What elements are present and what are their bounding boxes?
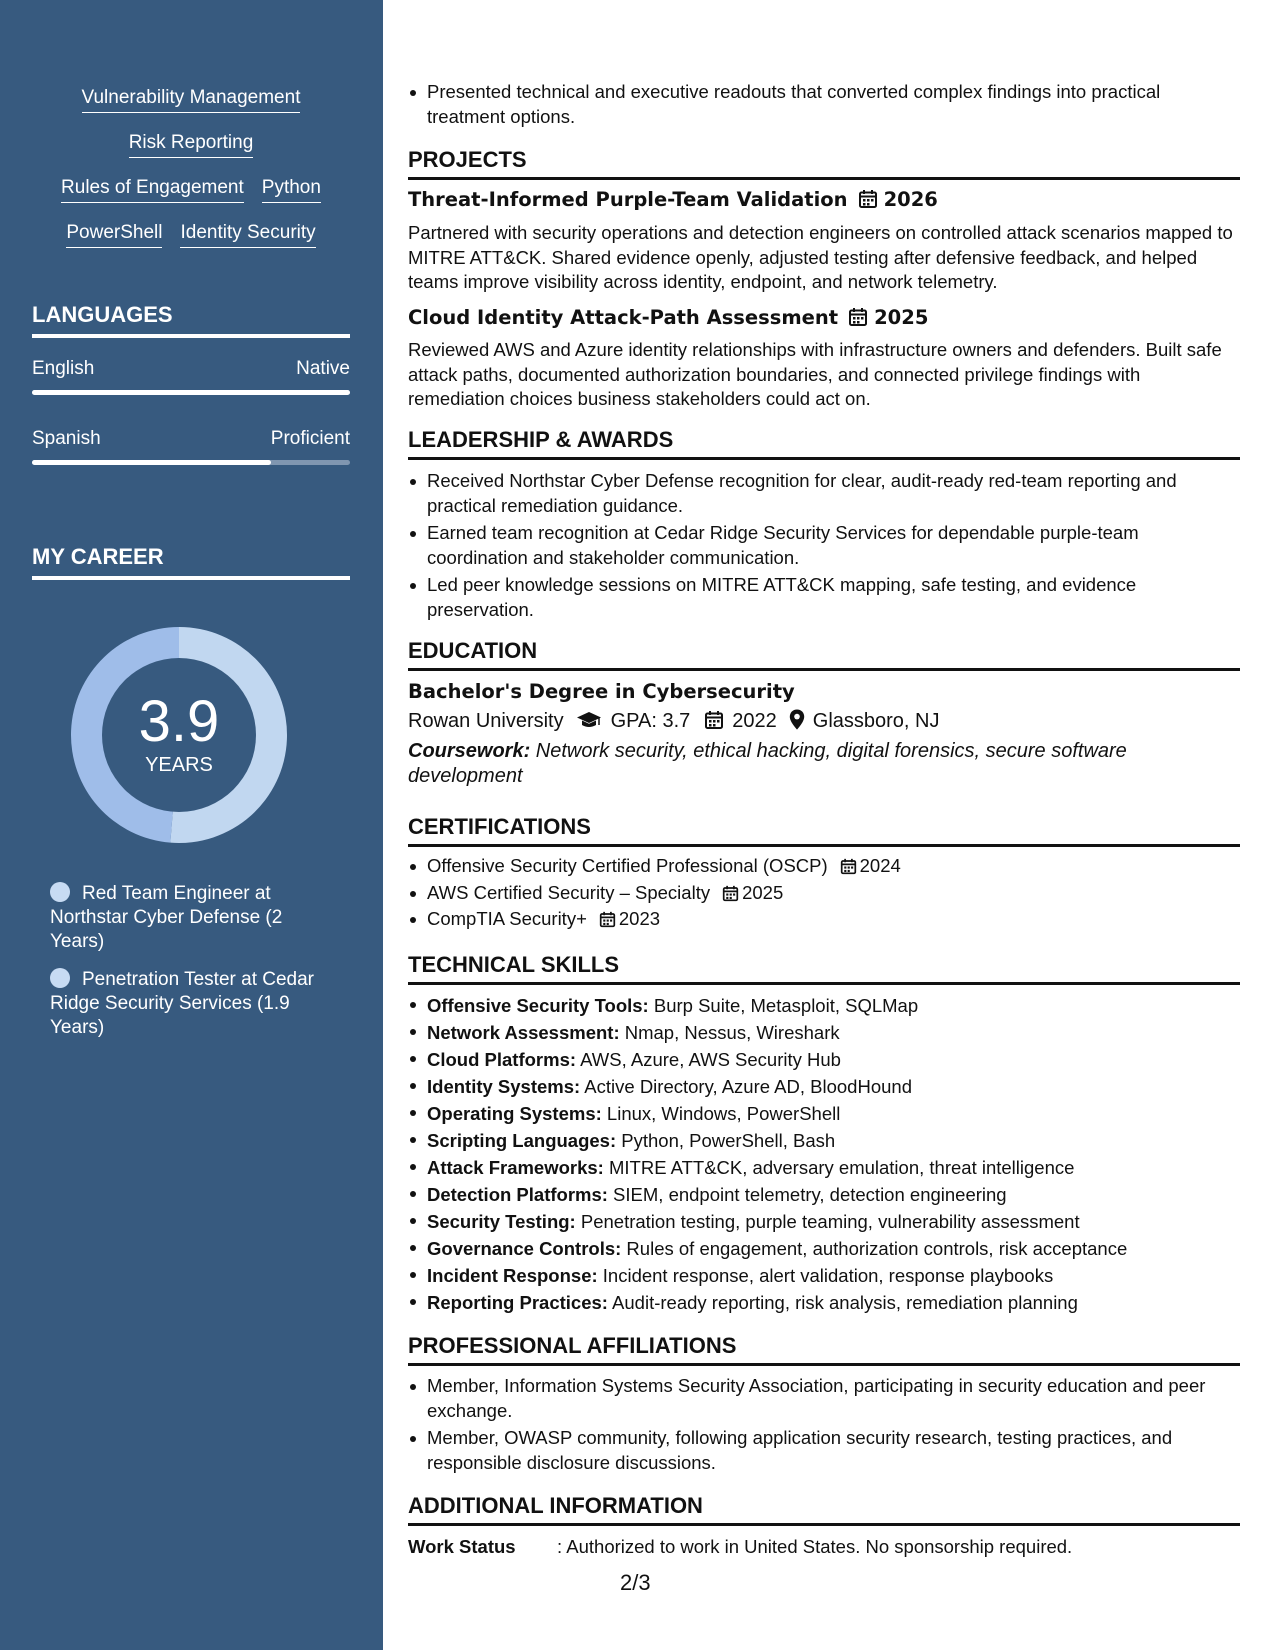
work-status — [408, 1536, 1072, 1558]
school-location: Glassboro, NJ — [812, 710, 940, 732]
project-name: Threat-Informed Purple-Team Validation — [408, 188, 848, 211]
coursework-label: Coursework: — [408, 740, 531, 762]
certification-year: 2025 — [742, 881, 784, 903]
list-item — [408, 907, 1240, 932]
tag-row — [32, 131, 350, 176]
skill-item — [408, 1127, 1240, 1154]
list-item: Member, OWASP community, following application security research, testing practices, and responsible disclosure discussions. — [408, 1426, 1240, 1475]
project-year: 2025 — [874, 306, 929, 329]
skill-values: Burp Suite, Metasploit, SQLMap — [648, 995, 919, 1016]
affiliations-list — [408, 1374, 1240, 1475]
certification-year: 2024 — [859, 855, 901, 876]
skill-values: Rules of engagement, authorization controls, risk acceptance — [621, 1238, 1128, 1259]
language-bar — [32, 460, 350, 465]
list-item — [408, 854, 1240, 879]
additional-info-heading: ADDITIONAL INFORMATION — [408, 1493, 1240, 1526]
certifications-heading: CERTIFICATIONS — [408, 814, 1240, 847]
skill-category: Offensive Security Tools: — [427, 995, 649, 1016]
career-item-text: Red Team Engineer at Northstar Cyber Defense (2 Years) — [50, 883, 283, 952]
certification-name: CompTIA Security+ — [427, 908, 587, 929]
skill-item — [408, 1262, 1240, 1289]
calendar-icon — [848, 307, 868, 327]
page-number: 2/3 — [620, 1570, 651, 1595]
bullet-dot-icon — [50, 882, 70, 902]
project-title — [408, 306, 1240, 329]
experience-bullets — [408, 80, 1240, 129]
technical-skills-heading: TECHNICAL SKILLS — [408, 952, 1240, 985]
skill-values: Linux, Windows, PowerShell — [601, 1103, 841, 1124]
work-status-value: : Authorized to work in United States. No sponsorship required. — [557, 1536, 1073, 1557]
project-title — [408, 188, 1240, 211]
career-total-years: 3.9 — [138, 689, 220, 754]
languages-heading: LANGUAGES — [32, 302, 350, 338]
skill-tag: PowerShell — [66, 221, 162, 248]
language-level: Native — [296, 358, 350, 379]
skill-item — [408, 1046, 1240, 1073]
leadership-list — [408, 469, 1240, 622]
project-year: 2026 — [883, 188, 938, 211]
skill-values: Penetration testing, purple teaming, vulnerability assessment — [575, 1211, 1080, 1232]
skill-item — [408, 1154, 1240, 1181]
skill-item — [408, 1019, 1240, 1046]
certification-name: Offensive Security Certified Professional (OSCP) — [427, 855, 828, 876]
language-bar-fill — [32, 460, 271, 465]
bullet-dot-icon — [50, 968, 70, 988]
projects-heading: PROJECTS — [408, 147, 1240, 180]
gpa: GPA: 3.7 — [610, 710, 691, 732]
project-description: Partnered with security operations and detection engineers on controlled attack scenarios mapped to MITRE ATT&CK. Shared evidence openly, adjusted testing after defensive feedback, and helped teams improve visibility across identity, endpoint, and network telemetry. — [408, 222, 1233, 292]
skill-tag: Vulnerability Management — [82, 86, 301, 113]
skill-item — [408, 1073, 1240, 1100]
skill-values: Incident response, alert validation, response playbooks — [597, 1265, 1054, 1286]
skill-values: MITRE ATT&CK, adversary emulation, threat intelligence — [603, 1157, 1075, 1178]
skill-category: Network Assessment: — [427, 1022, 620, 1043]
skill-category: Incident Response: — [427, 1265, 598, 1286]
school-name: Rowan University — [408, 710, 564, 732]
skill-category: Operating Systems: — [427, 1103, 602, 1124]
skill-category: Governance Controls: — [427, 1238, 622, 1259]
skill-category: Reporting Practices: — [427, 1292, 608, 1313]
coursework — [408, 739, 1168, 789]
skill-values: Audit-ready reporting, risk analysis, remediation planning — [607, 1292, 1078, 1313]
career-item — [50, 882, 325, 954]
language-bar — [32, 390, 350, 395]
skill-values: Active Directory, Azure AD, BloodHound — [580, 1076, 912, 1097]
skill-item — [408, 1100, 1240, 1127]
work-status-label: Work Status — [408, 1536, 516, 1557]
graduation-cap-icon — [576, 710, 602, 730]
sidebar — [0, 0, 383, 1650]
skill-item — [408, 1181, 1240, 1208]
skill-item — [408, 992, 1240, 1019]
calendar-icon — [840, 858, 857, 875]
skill-category: Security Testing: — [427, 1211, 576, 1232]
skill-item — [408, 1235, 1240, 1262]
skill-values: Nmap, Nessus, Wireshark — [619, 1022, 840, 1043]
list-item: Received Northstar Cyber Defense recognition for clear, audit-ready red-team reporting and practical remediation guidance. — [408, 469, 1240, 518]
project-name: Cloud Identity Attack-Path Assessment — [408, 306, 839, 329]
career-item — [50, 968, 325, 1040]
calendar-icon — [599, 911, 616, 928]
project-description: Reviewed AWS and Azure identity relationships with infrastructure owners and defenders. Built safe attack paths, documented authorization boundaries, and connected privilege findings with remediation choices business stakeholders could act on. — [408, 339, 1222, 409]
calendar-icon — [858, 189, 878, 209]
skill-values: AWS, Azure, AWS Security Hub — [576, 1049, 841, 1070]
skill-category: Attack Frameworks: — [427, 1157, 604, 1178]
leadership-heading: LEADERSHIP & AWARDS — [408, 427, 1240, 460]
list-item: Earned team recognition at Cedar Ridge Security Services for dependable purple-team coordination and stakeholder communication. — [408, 521, 1240, 570]
technical-skills-list — [408, 992, 1240, 1316]
graduation-year: 2022 — [732, 710, 777, 732]
list-item: Member, Information Systems Security Association, participating in security education and peer exchange. — [408, 1374, 1240, 1423]
skill-tag: Rules of Engagement — [61, 176, 244, 203]
education-heading: EDUCATION — [408, 638, 1240, 671]
skill-item — [408, 1208, 1240, 1235]
skill-category: Cloud Platforms: — [427, 1049, 577, 1070]
list-item — [408, 881, 1240, 906]
career-years-label: YEARS — [145, 754, 213, 776]
tag-row — [32, 86, 350, 131]
skill-values: Python, PowerShell, Bash — [616, 1130, 836, 1151]
degree-title: Bachelor's Degree in Cybersecurity — [408, 680, 795, 703]
career-item-text: Penetration Tester at Cedar Ridge Security Services (1.9 Years) — [50, 969, 315, 1038]
language-item — [32, 428, 350, 465]
certification-year: 2023 — [618, 908, 661, 929]
tag-row — [32, 176, 350, 221]
calendar-icon — [722, 885, 739, 902]
language-level: Proficient — [270, 428, 350, 449]
certification-name: AWS Certified Security – Specialty — [427, 881, 711, 903]
language-bar-fill — [32, 390, 350, 395]
location-pin-icon — [789, 709, 805, 730]
skill-tags — [32, 86, 350, 266]
list-item: Led peer knowledge sessions on MITRE ATT&CK mapping, safe testing, and evidence preservation. — [408, 573, 1240, 622]
skill-tag: Python — [262, 176, 321, 203]
list-item: Presented technical and executive readouts that converted complex findings into practical treatment options. — [408, 80, 1240, 129]
skill-tag: Identity Security — [180, 221, 315, 248]
skill-category: Detection Platforms: — [427, 1184, 608, 1205]
coursework-text: Network security, ethical hacking, digital forensics, secure software development — [408, 740, 1127, 787]
language-name: English — [32, 358, 95, 379]
career-heading: MY CAREER — [32, 544, 350, 580]
skill-category: Identity Systems: — [427, 1076, 581, 1097]
skill-values: SIEM, endpoint telemetry, detection engineering — [607, 1184, 1007, 1205]
skill-tag: Risk Reporting — [129, 131, 254, 158]
affiliations-heading: PROFESSIONAL AFFILIATIONS — [408, 1333, 1240, 1366]
certifications-list — [408, 854, 1240, 932]
language-item — [32, 358, 350, 395]
skill-category: Scripting Languages: — [427, 1130, 617, 1151]
education-details — [408, 709, 1240, 733]
tag-row — [32, 221, 350, 266]
skill-item — [408, 1289, 1240, 1316]
calendar-icon — [704, 710, 724, 730]
language-name: Spanish — [32, 428, 101, 449]
